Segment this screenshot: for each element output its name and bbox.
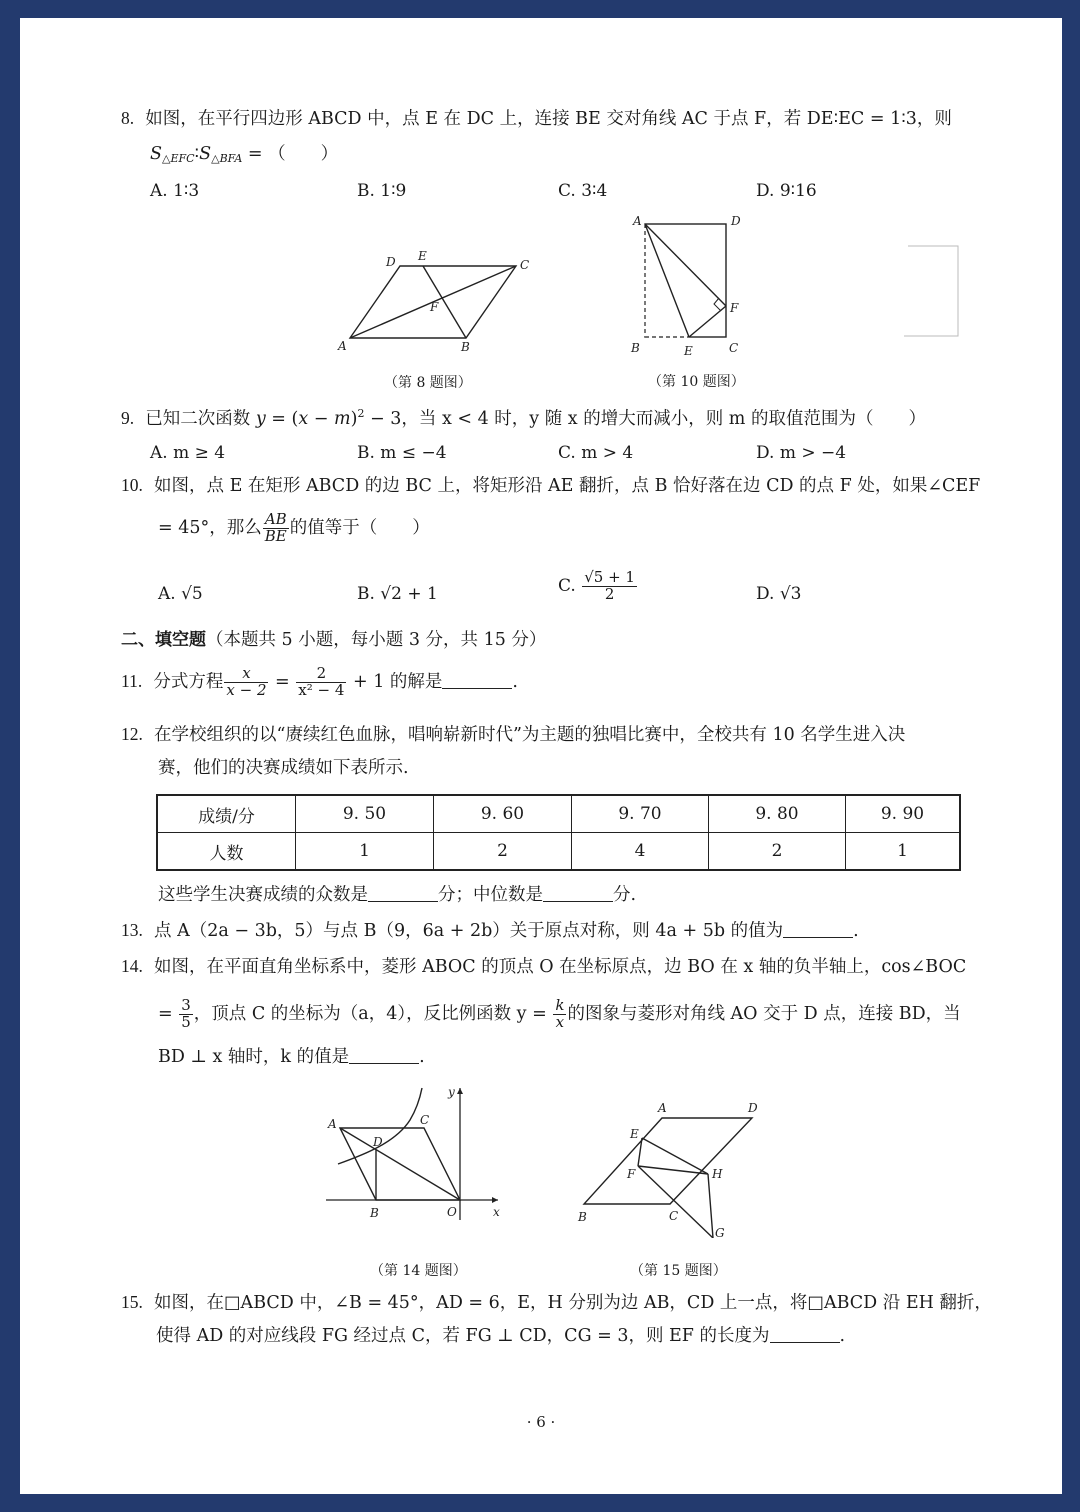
q10-number: 10.	[121, 475, 143, 495]
fig14-label-b: B	[370, 1206, 379, 1220]
fig10-label-e: E	[684, 344, 693, 356]
fig15-label-c: C	[669, 1209, 679, 1223]
q14-line3	[158, 1049, 425, 1067]
q13-end: .	[853, 921, 859, 941]
scan-margin-mark	[896, 244, 966, 339]
q9-rest: − 3，当 x < 4 时，y 随 x 的增大而减小，则 m 的取值范围为（ ）	[364, 409, 926, 429]
fig15-caption: （第 15 题图）	[630, 1263, 727, 1279]
q15-line2	[156, 1328, 845, 1346]
fig15-label-d: D	[748, 1101, 758, 1115]
q15-answer-blank[interactable]	[770, 1328, 840, 1343]
q11-fraction-1	[224, 666, 268, 699]
table-header-cell: 成绩/分	[157, 795, 296, 833]
q14-l2-post: 的图象与菱形对角线 AO 交于 D 点，连接 BD，当	[567, 1003, 961, 1024]
q9-number: 9.	[121, 408, 135, 428]
fig8-caption: （第 8 题图）	[384, 375, 472, 391]
q10-option-c-label: C.	[558, 575, 576, 596]
q11-eq: =	[269, 671, 296, 692]
q10-frac-den: BE	[264, 526, 287, 545]
q11-answer-blank[interactable]	[442, 674, 512, 689]
q11-end: .	[512, 671, 518, 692]
figure-15	[570, 1098, 770, 1238]
q9-close: )	[350, 409, 358, 429]
q15-number: 15.	[121, 1292, 143, 1312]
fig8-label-a: A	[338, 339, 347, 353]
q14-f2-num: k	[555, 996, 565, 1014]
q8-option-d: D. 9∶16	[756, 181, 817, 201]
q9-option-d: D. m > −4	[756, 443, 847, 463]
fig10-label-b: B	[631, 341, 640, 355]
fig10-label-d: D	[731, 214, 741, 228]
q10-line2-pre: = 45°，那么	[158, 517, 262, 538]
table-row	[157, 795, 960, 833]
table-cell: 人数	[157, 833, 296, 871]
fig14-label-c: C	[420, 1113, 430, 1127]
q14-l2-pre: =	[158, 1003, 179, 1024]
q14-fraction-1	[179, 998, 193, 1031]
q11-f2-den: x² − 4	[298, 680, 345, 699]
table-header-cell: 9. 90	[846, 795, 961, 833]
q12-mode-blank[interactable]	[368, 887, 438, 902]
table-cell: 1	[296, 833, 434, 871]
q10-option-a: A. √5	[158, 584, 203, 604]
q10-fraction	[263, 512, 289, 545]
q9-m: m	[334, 409, 351, 429]
q14-f1-den: 5	[181, 1012, 191, 1031]
fig10-rectangle	[645, 224, 726, 337]
fig15-fg	[638, 1166, 713, 1238]
q8-s1: S	[150, 144, 162, 164]
q10-line2-post: 的值等于（ ）	[289, 517, 430, 538]
fig10-label-a: A	[633, 214, 642, 228]
fig8-label-e: E	[418, 249, 427, 263]
q8-option-a: A. 1∶3	[150, 181, 200, 201]
q12-after1: 这些学生决赛成绩的众数是	[158, 885, 368, 905]
q9-option-b: B. m ≤ −4	[357, 443, 447, 463]
q10-text1: 如图，点 E 在矩形 ABCD 的边 BC 上，将矩形沿 AE 翻折，点 B 恰好落在边 CD 的点 F 处，如果∠CEF	[154, 476, 981, 496]
fig10-ae	[645, 224, 689, 337]
fig10-af	[645, 224, 726, 306]
fig8-label-d: D	[386, 255, 396, 269]
q13-answer-blank[interactable]	[783, 923, 853, 938]
fig15-parallelogram	[584, 1118, 752, 1204]
q12-line1	[121, 726, 905, 745]
q10-option-c-fraction	[582, 570, 637, 603]
q10-frac-num: AB	[263, 512, 289, 529]
table-cell: 2	[709, 833, 846, 871]
q14-end: .	[419, 1047, 425, 1067]
q14-line2	[158, 998, 961, 1031]
q9-x: x	[298, 409, 309, 429]
q8-s2-sub: △BFA	[211, 152, 243, 165]
fig10-label-c: C	[729, 341, 739, 355]
q11-f1-num: x	[224, 666, 268, 683]
figure-8	[330, 246, 550, 356]
q10-option-c	[558, 570, 638, 603]
score-table	[156, 794, 961, 871]
q11-pre: 分式方程	[153, 671, 224, 692]
table-cell: 2	[434, 833, 572, 871]
fig8-label-c: C	[520, 258, 530, 272]
q13-number: 13.	[121, 920, 143, 940]
q14-number: 14.	[121, 956, 143, 976]
q11-post: + 1 的解是	[347, 671, 443, 692]
q14-f1-num: 3	[181, 996, 191, 1014]
fig14-label-y: y	[448, 1085, 455, 1099]
fig15-label-g: G	[715, 1226, 725, 1238]
q10-option-b: B. √2 + 1	[357, 584, 438, 604]
page-number: · 6 ·	[526, 1413, 556, 1431]
fig14-label-o: O	[447, 1205, 457, 1219]
q8-s1-sub: △EFC	[162, 152, 195, 165]
fig15-label-f: F	[627, 1167, 636, 1181]
q9-minus: −	[308, 409, 335, 429]
q14-f2-den: x	[555, 1012, 565, 1031]
q10-line1	[121, 477, 980, 496]
table-cell: 4	[572, 833, 709, 871]
q8-text: 如图，在平行四边形 ABCD 中，点 E 在 DC 上，连接 BE 交对角线 AC 于点 F，若 DE∶EC = 1∶3，则	[145, 109, 952, 129]
q10-line2	[158, 512, 430, 545]
table-row	[157, 833, 960, 871]
fig14-label-a: A	[328, 1117, 337, 1131]
q10-option-c-num: √5 + 1	[584, 568, 635, 586]
section-2-heading	[121, 632, 546, 650]
q12-line2: 赛，他们的决赛成绩如下表所示.	[158, 758, 409, 778]
q8-tail: = （ ）	[242, 144, 339, 164]
q11-number: 11.	[121, 670, 143, 691]
q9-pre: 已知二次函数	[145, 409, 256, 429]
q9-y: y	[255, 409, 266, 429]
q8-option-c: C. 3∶4	[558, 181, 608, 201]
fig15-label-e: E	[630, 1127, 639, 1141]
q15-text1: 如图，在□ABCD 中，∠B = 45°，AD = 6，E，H 分别为边 AB，CD 上一点，将□ABCD 沿 EH 翻折，	[154, 1293, 992, 1313]
q11-line	[121, 666, 518, 699]
q9-eq: = (	[265, 409, 299, 429]
q14-fraction-2	[553, 998, 566, 1031]
fig8-label-f: F	[430, 300, 439, 314]
exam-page	[20, 18, 1062, 1494]
q10-option-d: D. √3	[756, 584, 802, 604]
q11-fraction-2	[296, 666, 346, 699]
table-header-cell: 9. 80	[709, 795, 846, 833]
fig15-label-a: A	[658, 1101, 667, 1115]
figure-14	[316, 1082, 516, 1232]
fig15-hg	[708, 1174, 713, 1238]
q13-line	[121, 922, 859, 941]
q12-number: 12.	[121, 724, 143, 744]
fig14-label-d: D	[373, 1135, 383, 1149]
fig14-label-x: x	[493, 1205, 500, 1219]
q12-line3	[158, 887, 636, 905]
q9-square: 2	[357, 407, 365, 420]
q15-end: .	[839, 1326, 846, 1346]
table-header-cell: 9. 50	[296, 795, 434, 833]
q14-text1: 如图，在平面直角坐标系中，菱形 ABOC 的顶点 O 在坐标原点，边 BO 在 x 轴的负半轴上，cos∠BOC	[154, 957, 967, 977]
q15-line1	[121, 1294, 992, 1313]
q12-after3: 分.	[613, 885, 637, 905]
q8-s2: S	[199, 144, 212, 164]
table-header-cell: 9. 60	[434, 795, 572, 833]
q8-colon: ∶	[194, 144, 200, 164]
q14-line1	[121, 958, 966, 977]
q8-option-b: B. 1∶9	[357, 181, 407, 201]
fig15-fold-eh	[642, 1138, 708, 1174]
q13-text: 点 A（2a − 3b，5）与点 B（9，6a + 2b）关于原点对称，则 4a + 5b 的值为	[154, 921, 784, 941]
table-cell: 1	[846, 833, 961, 871]
fig14-caption: （第 14 题图）	[370, 1263, 467, 1279]
section-2-note: （本题共 5 小题，每小题 3 分，共 15 分）	[206, 630, 547, 650]
q11-f1-den: x − 2	[226, 680, 267, 699]
q10-option-c-den: 2	[604, 584, 615, 603]
q14-answer-blank[interactable]	[349, 1049, 419, 1064]
q8-number: 8.	[121, 108, 135, 128]
fig10-caption: （第 10 题图）	[648, 374, 745, 390]
fig10-label-f: F	[730, 301, 739, 315]
q12-text1: 在学校组织的以“赓续红色血脉，唱响崭新时代”为主题的独唱比赛中，全校共有 10 名学生进入决	[154, 725, 906, 745]
q14-text3: BD ⊥ x 轴时，k 的值是	[158, 1047, 350, 1067]
fig15-label-h: H	[712, 1167, 723, 1181]
q9-line1	[121, 408, 926, 429]
fig8-label-b: B	[461, 340, 470, 354]
q12-after2: 分；中位数是	[438, 885, 543, 905]
table-header-cell: 9. 70	[572, 795, 709, 833]
fig15-label-b: B	[578, 1210, 587, 1224]
fig15-fh	[638, 1166, 708, 1174]
q8-line2	[150, 146, 338, 164]
q12-median-blank[interactable]	[543, 887, 613, 902]
q9-option-c: C. m > 4	[558, 443, 634, 463]
q9-option-a: A. m ≥ 4	[150, 443, 226, 463]
figure-10	[625, 210, 755, 356]
section-2-title: 二、填空题	[121, 630, 206, 650]
q8-line1	[121, 110, 952, 129]
q14-l2-mid: ，顶点 C 的坐标为（a，4），反比例函数 y =	[193, 1003, 553, 1024]
q11-f2-num: 2	[296, 666, 346, 683]
q15-text2: 使得 AD 的对应线段 FG 经过点 C，若 FG ⊥ CD，CG = 3，则 EF 的长度为	[156, 1326, 770, 1346]
